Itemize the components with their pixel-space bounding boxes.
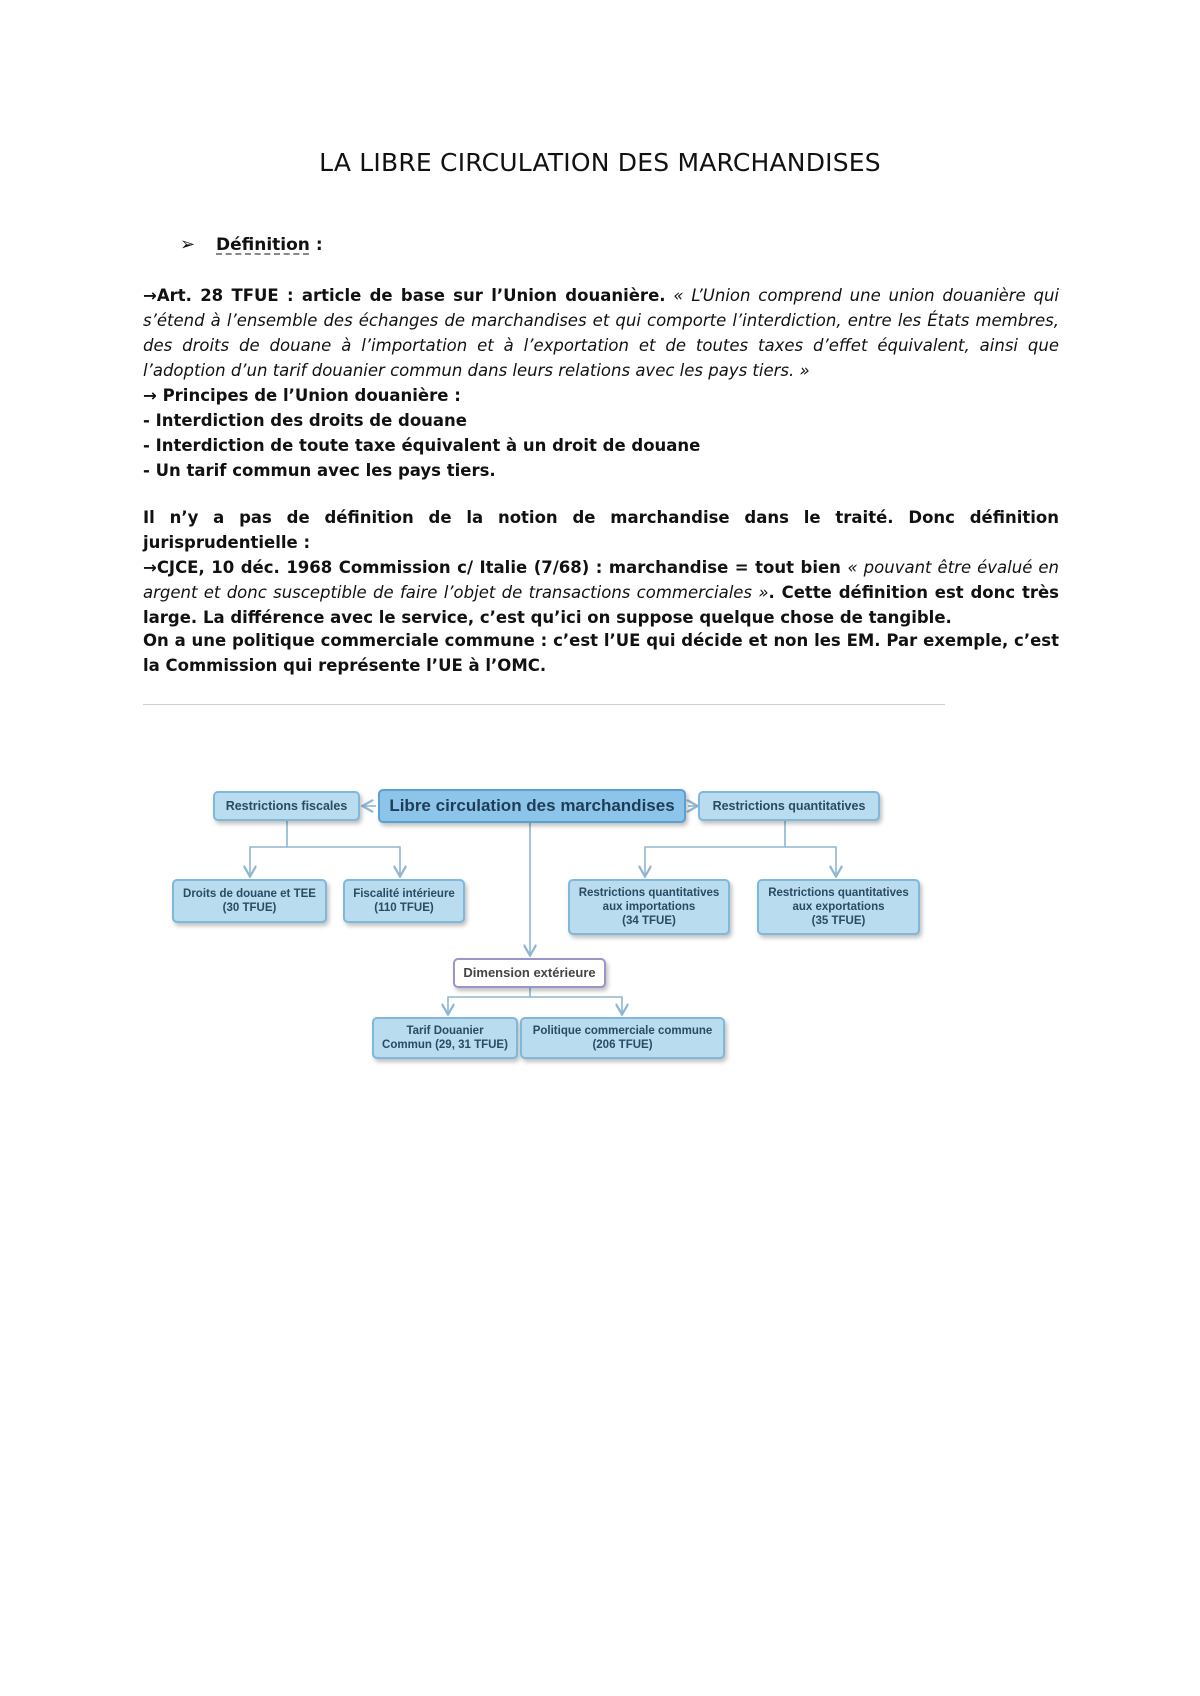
commercial-policy-text: On a une politique commerciale commune : c’est l’UE qui décide et non les EM. Par exemple, c’est la Commission qui représente l’UE à l’OMC. [143,631,1059,675]
connector-right-quant1 [645,821,785,875]
article-28-heading: →Art. 28 TFUE : article de base sur l’Union douanière. [143,286,666,305]
node-politique-commerciale: Politique commerciale commune (206 TFUE) [520,1017,725,1059]
section-heading-label: Définition [216,235,310,255]
paragraph-commercial-policy [143,628,1059,678]
section-heading-colon: : [309,235,323,255]
principles-heading: → Principes de l’Union douanière : [143,386,461,405]
node-fiscalite-interieure: Fiscalité intérieure (110 TFUE) [343,879,465,923]
principle-item: - Interdiction de toute taxe équivalent à un droit de douane [143,436,701,455]
principle-item: - Un tarif commun avec les pays tiers. [143,461,496,480]
horizontal-divider [143,704,945,705]
node-libre-circulation: Libre circulation des marchandises [378,789,686,823]
paragraph-merchandise-definition [143,505,1059,630]
merchandise-intro: Il n’y a pas de définition de la notion de marchandise dans le traité. Donc définition jurisprudentielle : [143,508,1059,552]
node-dimension-exterieure: Dimension extérieure [453,958,606,988]
article-28-quote: « L’Union comprend une union douanière qui s’étend à l’ensemble des échanges de marchandises et qui comporte l’interdiction, entre les États membres, des droits de douane à l’importation et à l’exportation et de toutes taxes d’effet équivalent, ainsi que l’adoption d’un tarif douanier commun dans leurs relations avec les pays tiers. » [143,286,1059,380]
article-28-text [143,283,1059,383]
node-restrictions-fiscales: Restrictions fiscales [213,791,360,821]
connector-left-fiscal2 [287,847,400,875]
principle-item: - Interdiction des droits de douane [143,411,467,430]
concept-diagram [160,775,940,1065]
node-quant-importations: Restrictions quantitatives aux importations (34 TFUE) [568,879,730,935]
node-restrictions-quantitatives: Restrictions quantitatives [698,791,880,821]
connector-left-fiscal1 [250,821,287,875]
connector-ext-2 [530,997,622,1013]
case-law-text [143,555,1059,630]
case-law-tail: . Cette définition est donc très large. La différence avec le service, c’est qu’ici on suppose quelque chose de tangible. [143,583,1059,627]
node-droits-douane: Droits de douane et TEE (30 TFUE) [172,879,327,923]
connector-right-quant2 [785,847,836,875]
arrowhead-bullet-icon: ➢ [180,234,196,255]
section-heading-definition [180,234,323,255]
paragraph-article-28 [143,283,1059,483]
node-quant-exportations: Restrictions quantitatives aux exportations (35 TFUE) [757,879,920,935]
connector-ext-1 [448,985,530,1013]
page-title: LA LIBRE CIRCULATION DES MARCHANDISES [319,148,881,177]
case-law-quote: « pouvant être évalué en argent et donc susceptible de faire l’objet de transactions commerciales » [143,558,1059,602]
case-law-heading: →CJCE, 10 déc. 1968 Commission c/ Italie (7/68) : marchandise = tout bien [143,558,848,577]
node-tarif-douanier: Tarif Douanier Commun (29, 31 TFUE) [372,1017,518,1059]
